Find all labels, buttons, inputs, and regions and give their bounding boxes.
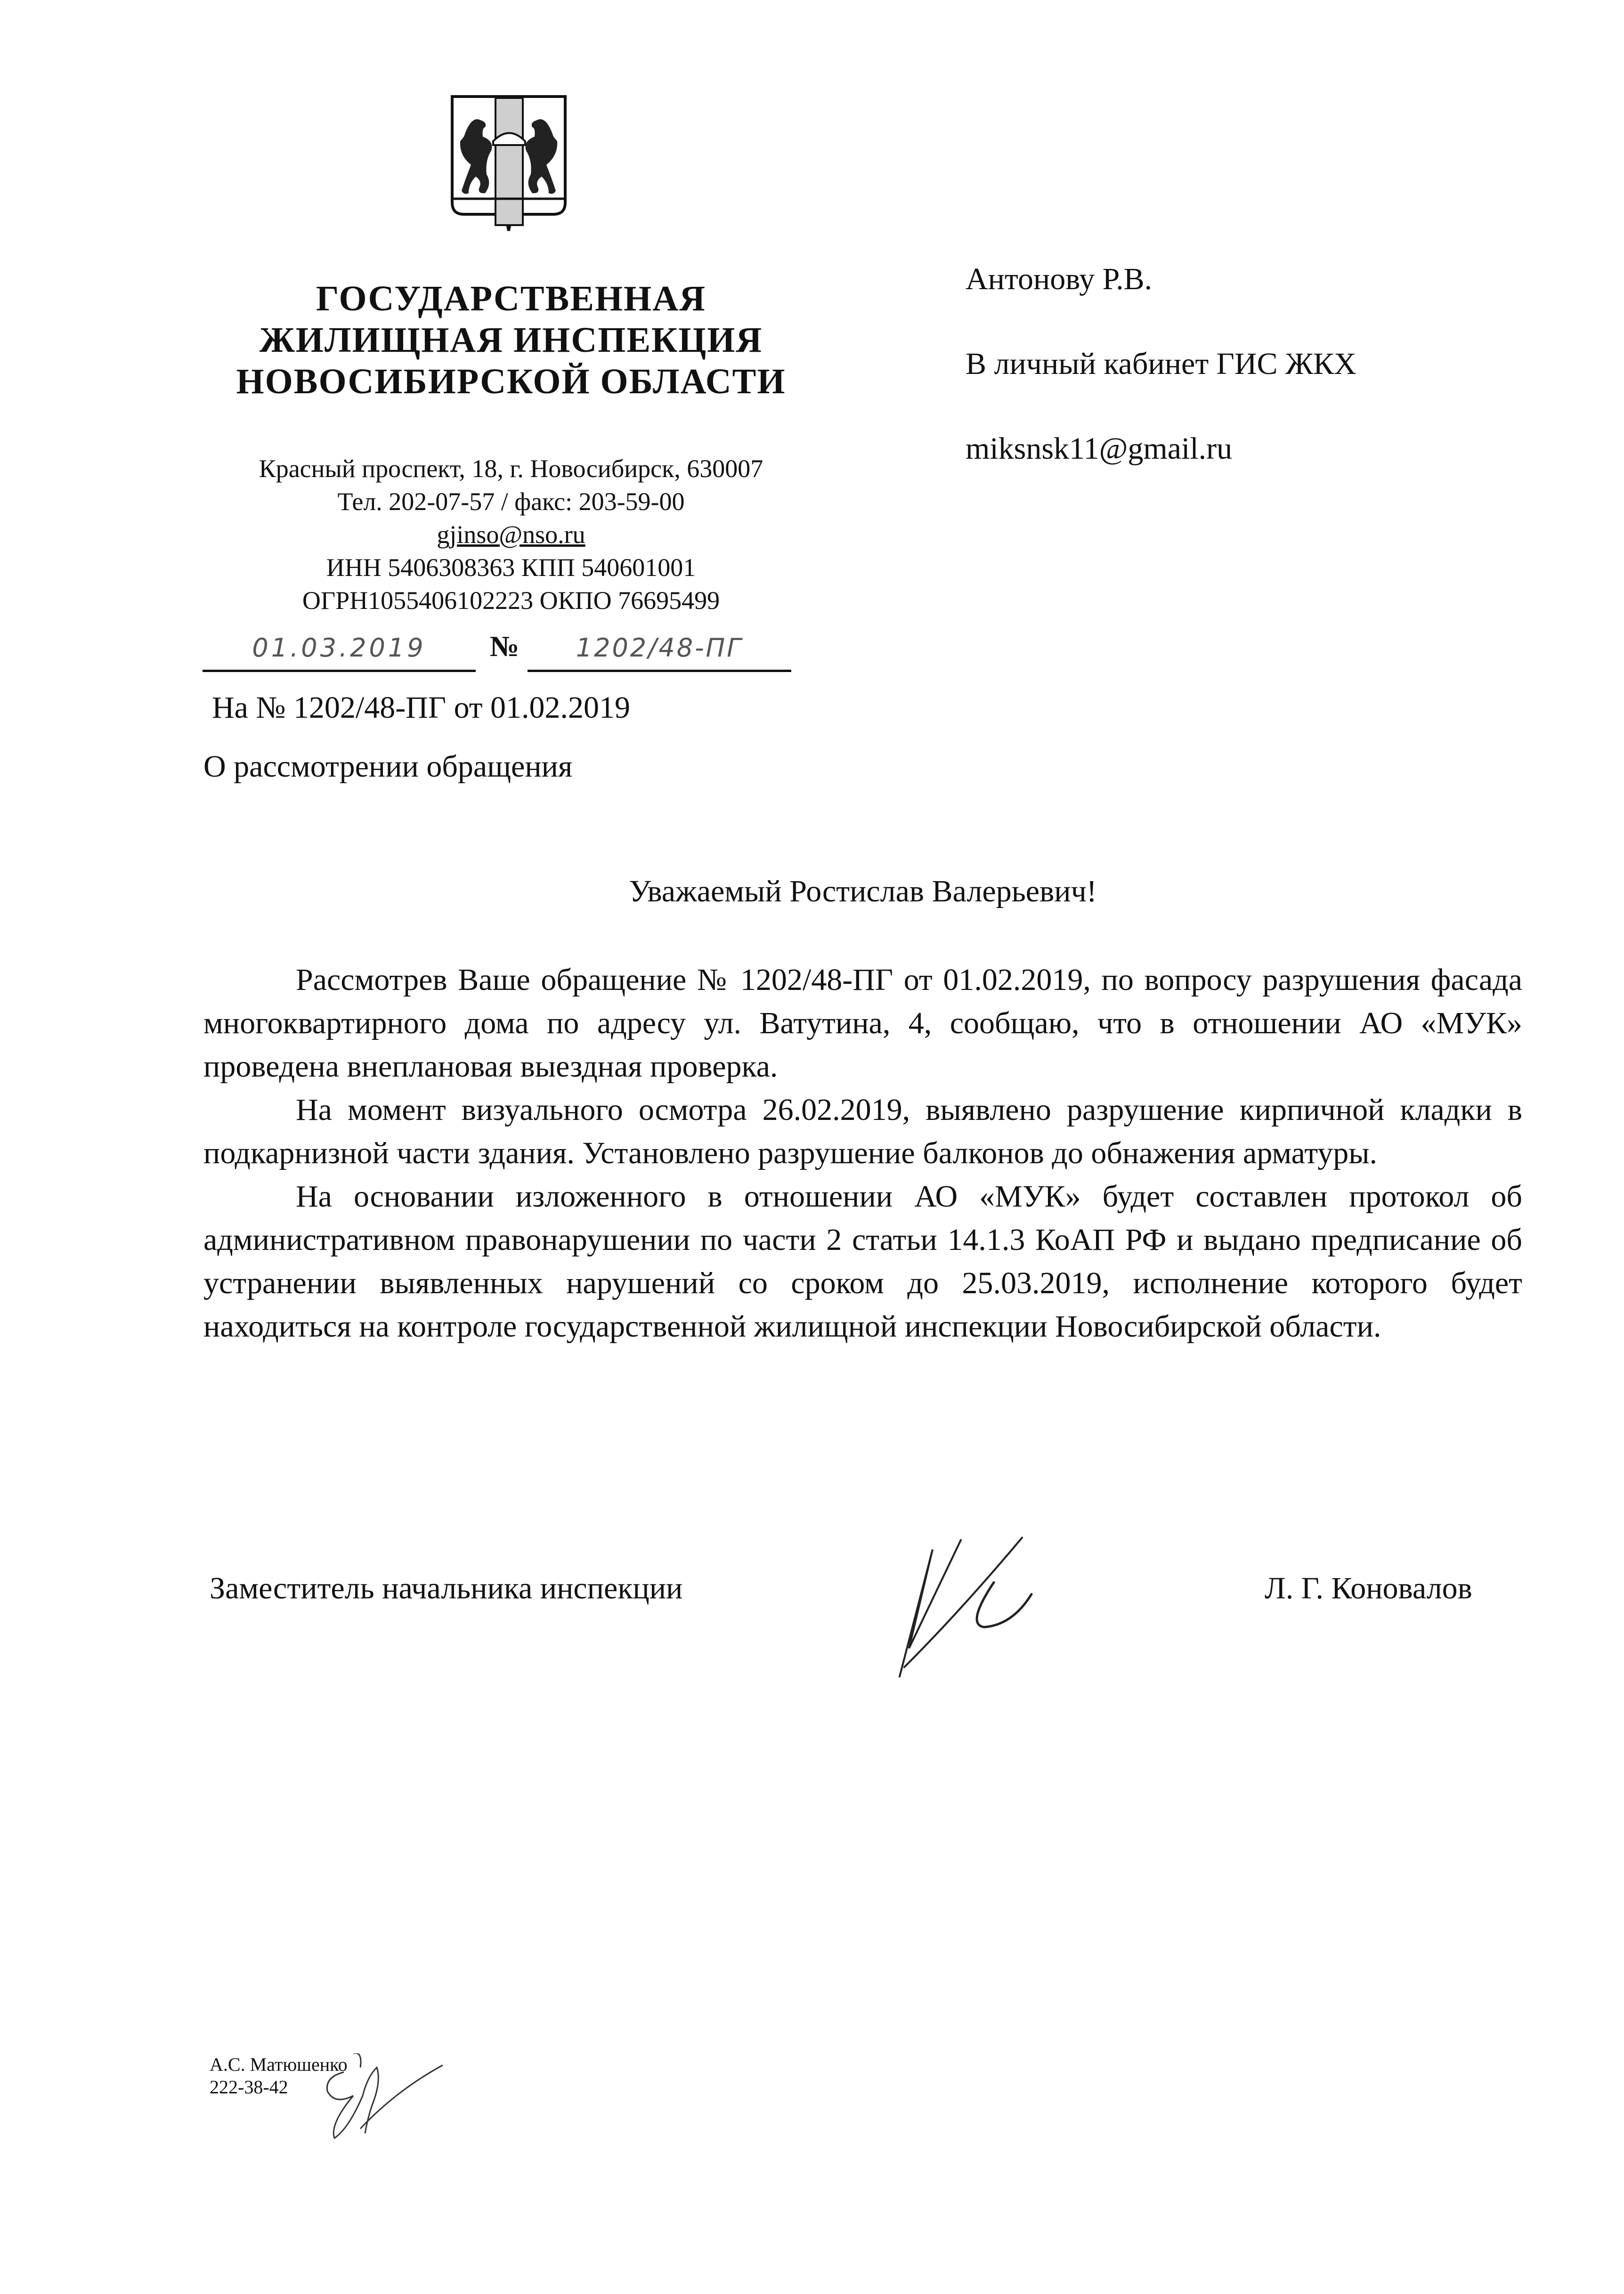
registration-date-field: 01.03.2019 [203, 626, 476, 672]
addressee-name: Антонову Р.В. [966, 262, 1153, 296]
signatory-name: Л. Г. Коновалов [1265, 1571, 1472, 1605]
issuer-ogrn-okpo: ОГРН1055406102223 ОКПО 76695499 [302, 586, 720, 615]
issuer-address: Красный проспект, 18, г. Новосибирск, 630007 [259, 454, 763, 483]
signature-icon [895, 1531, 1159, 1681]
coat-of-arms-icon [450, 94, 568, 235]
addressee-channel: В личный кабинет ГИС ЖКХ [966, 347, 1356, 381]
in-reply-to: На № 1202/48-ПГ от 01.02.2019 [212, 690, 631, 725]
number-sign: № [490, 631, 520, 663]
issuer-contacts [203, 452, 820, 617]
issuer-title-line: ЖИЛИЩНАЯ ИНСПЕКЦИЯ [259, 320, 763, 360]
issuer-title-line: НОВОСИБИРСКОЙ ОБЛАСТИ [236, 362, 786, 401]
issuer-phone-fax: Тел. 202-07-57 / факс: 203-59-00 [337, 487, 685, 516]
issuer-inn-kpp: ИНН 5406308363 КПП 540601001 [326, 553, 696, 582]
registration-line [203, 626, 796, 678]
issuer-email-link[interactable]: gjinso@nso.ru [437, 520, 585, 549]
letter-subject: О рассмотрении обращения [203, 749, 573, 784]
issuer-title-line: ГОСУДАРСТВЕННАЯ [316, 279, 706, 318]
registration-number-field: 1202/48-ПГ [528, 626, 791, 672]
body-paragraph: На основании изложенного в отношении АО «МУК» будет составлен протокол об административном правонарушении по части 2 статьи 14.1.3 КоАП РФ и выдано предписание об устранении выявленных нарушений со сроком до 25.03.2019, исполнение которого будет находиться на контроле государственной жилищной инспекции Новосибирской области. [203, 1179, 1522, 1344]
signatory-position: Заместитель начальника инспекции [210, 1571, 683, 1605]
executor-initials-icon [316, 2053, 447, 2148]
body-paragraph: Рассмотрев Ваше обращение № 1202/48-ПГ от 01.02.2019, по вопросу разрушения фасада многоквартирного дома по адресу ул. Ватутина, 4, сообщаю, что в отношении АО «МУК» проведена внеплановая выездная проверка. [203, 963, 1522, 1084]
addressee-block [966, 261, 1356, 516]
addressee-email: miksnsk11@gmail.ru [966, 431, 1233, 466]
salutation: Уважаемый Ростислав Валерьевич! [629, 874, 1097, 908]
issuer-title [203, 278, 820, 402]
executor-phone: 222-38-42 [210, 2076, 288, 2098]
letter-body [203, 958, 1522, 1348]
body-paragraph: На момент визуального осмотра 26.02.2019, выявлено разрушение кирпичной кладки в подкарнизной части здания. Установлено разрушение балконов до обнажения арматуры. [203, 1093, 1522, 1170]
executor-name: А.С. Матюшенко [210, 2054, 348, 2075]
